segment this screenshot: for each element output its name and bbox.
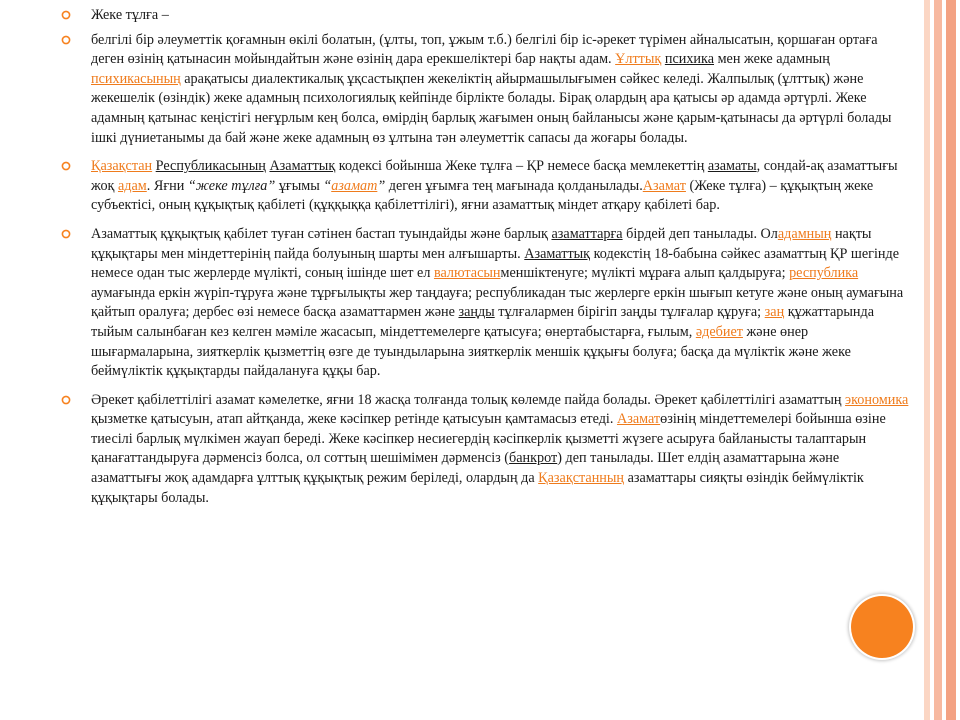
text-run: аумағында еркін жүріп-тұруға және тұрғылықты жер таңдауға; республикадан тыс жерлерге еркін шығып кетуге және оның аумағына қайтып оралуға; дербес өзі немесе басқа азаматтармен және bbox=[91, 284, 904, 321]
text-run: бірдей деп танылады. Ол bbox=[622, 225, 778, 242]
hyperlink[interactable]: азаматы bbox=[707, 158, 757, 175]
hyperlink[interactable]: Республикасының bbox=[155, 158, 266, 175]
text-run: Жеке тұлға – bbox=[91, 7, 169, 23]
orange-ring-bullet-icon bbox=[60, 34, 74, 48]
text-run: ) деп танылады. Шет елдің азаматтарына және азаматтығы жоқ адамдарға ұлттық құқықтық режим беріледі, олардың да bbox=[91, 450, 840, 487]
text-run: кодексі бойынша Жеке тұлға – ҚР немесе басқа мемлекеттің bbox=[335, 158, 708, 175]
text-run: Әрекет қабілеттілігі азамат кәмелетке, яғни 18 жасқа толғанда толық көлемде пайда болады. Әрекет қабілеттілігі азаматтың bbox=[91, 391, 846, 408]
hyperlink[interactable]: экономика bbox=[845, 391, 909, 408]
bullet-item bbox=[60, 157, 910, 216]
hyperlink[interactable]: республика bbox=[789, 265, 859, 282]
hyperlink[interactable]: Қазақстан bbox=[91, 158, 153, 175]
text-run: тұлғалармен бірігіп заңды тұлғалар құруға; bbox=[494, 304, 765, 321]
hyperlink[interactable]: адамның bbox=[777, 225, 832, 242]
text-run: деген ұғымға тең мағынада қолданылады. bbox=[385, 177, 643, 194]
text-run: “жеке тұлға” bbox=[187, 177, 276, 194]
text-run: нақты құқықтары мен міндеттерінің пайда болуының шарты мен алғышарты. bbox=[91, 225, 872, 262]
text-run: кодекстің 18-бабына сәйкес азаматтың ҚР шегінде немесе одан тыс жерлерде мүлікті, соның ішінде шет ел bbox=[91, 245, 900, 282]
decorative-stripes bbox=[920, 0, 960, 720]
hyperlink[interactable]: азамат bbox=[331, 177, 378, 194]
stripe-1 bbox=[924, 0, 930, 720]
text-run: . Яғни bbox=[146, 177, 188, 194]
hyperlink[interactable]: Ұлттық bbox=[615, 51, 662, 68]
orange-ring-bullet-icon bbox=[60, 160, 74, 174]
orange-ring-bullet-icon bbox=[60, 228, 74, 242]
text-run: , сондай-ақ азаматтығы жоқ bbox=[91, 158, 898, 194]
hyperlink[interactable]: азаматтарға bbox=[551, 225, 623, 242]
text-run: (Жеке тұлға) – құқықтың жеке субъектісі, оның құқықтық қабілеті (құққыққа қабілеттілігі), яғни азаматтық міндет атқару қабілеті бар. bbox=[91, 177, 874, 214]
text-run: мен жеке адамның bbox=[714, 51, 830, 68]
hyperlink[interactable]: психикасының bbox=[91, 70, 181, 87]
text-run: қызметке қатысуын, атап айтқанда, жеке кәсіпкер ретінде қатысуын қамтамасыз етеді. bbox=[91, 411, 617, 428]
text-run: азаматтары сияқты өзіндік беймүліктік құқықтары болады. bbox=[91, 470, 864, 506]
text-run: ” bbox=[377, 177, 386, 194]
hyperlink[interactable]: заң bbox=[764, 304, 785, 321]
text-run: және өнер шығармаларына, зияткерлік қызметтің өзге де туындыларына зияткерлік меншік құқығы болуға; басқа да мүліктік және жеке беймүліктік құқықтарды пайдалануға құқы бар. bbox=[91, 323, 851, 380]
orange-circle-icon bbox=[851, 596, 913, 658]
stripe-3 bbox=[946, 0, 956, 720]
hyperlink[interactable]: Азаматтық bbox=[269, 158, 336, 175]
hyperlink[interactable]: адам bbox=[117, 177, 147, 194]
text-run: арақатысы диалектикалық ұқсастықпен жекеліктің айырмашылығымен сәйкес келеді. Жалпылық (ұлттық) және жекешелік (өзіндік) жеке адамның психологиялық кейпінде бірлікте болады. Бірақ олардың ара қатысы әр адамда әртүрлі. Жеке адамның қатынас кеңістігі неғұрлым кең болса, өмірдің барлық жағымен оның байланысы және қарым-қатынасы да әртүрлі болады ішкі дүниетанымы да бай және жеке адамның өз ұлтына тән әлеуметтік сапасы да жоғары болады. bbox=[91, 70, 892, 146]
text-run: өзінің міндеттемелері бойынша өзіне тиесілі барлық мүлкімен жауап береді. Жеке кәсіпкер несиегердің кәсіпкерлік қызметті жүзеге асыруға байланысты талаптарын қанағаттандыруға дәрменсіз болса, ол соттың шешімімен дәрменсіз ( bbox=[91, 411, 886, 467]
hyperlink[interactable]: Азамат bbox=[642, 177, 686, 194]
text-run: құжаттарында тыйым салынбаған кез келген мәміле жасасып, міндеттемелерге қатысуға; өнертабыстарға, ғылым, bbox=[91, 304, 875, 340]
hyperlink[interactable]: Азамат bbox=[616, 411, 661, 428]
hyperlink[interactable]: банкрот bbox=[509, 450, 558, 467]
hyperlink[interactable]: психика bbox=[664, 51, 715, 68]
text-run: ұғымы bbox=[275, 177, 324, 194]
bullet-item bbox=[60, 225, 910, 382]
bullet-item bbox=[60, 391, 910, 509]
text-run: меншіктенуге; мүлікті мұрағa алып қалдыруға; bbox=[500, 265, 790, 282]
orange-ring-bullet-icon bbox=[60, 9, 74, 23]
hyperlink[interactable]: валютасын bbox=[433, 265, 501, 282]
orange-ring-bullet-icon bbox=[60, 394, 74, 408]
text-run: “ bbox=[323, 177, 332, 194]
bullet-item bbox=[60, 6, 910, 26]
hyperlink[interactable]: Қазақстанның bbox=[538, 470, 625, 487]
hyperlink[interactable]: заңды bbox=[458, 304, 495, 321]
hyperlink[interactable]: әдебиет bbox=[695, 323, 743, 340]
bullet-item bbox=[60, 31, 910, 149]
text-run: белгілі бір әлеуметтік қоғамнын өкілі болатын, (ұлты, топ, ұжым т.б.) белгілі бір іс-әрекет түрімен айналысатын, қоршаған ортаға деген өзінің қатынасин мойындайтын және өзінің дара ерекшеліктері бар нақты адам. bbox=[91, 31, 878, 68]
text-run: Азаматтық құқықтық қабілет туған сәтінен бастап туындайды және барлық bbox=[91, 225, 552, 242]
stripe-2 bbox=[934, 0, 942, 720]
hyperlink[interactable]: Азаматтық bbox=[524, 245, 591, 262]
slide-content bbox=[60, 6, 910, 517]
